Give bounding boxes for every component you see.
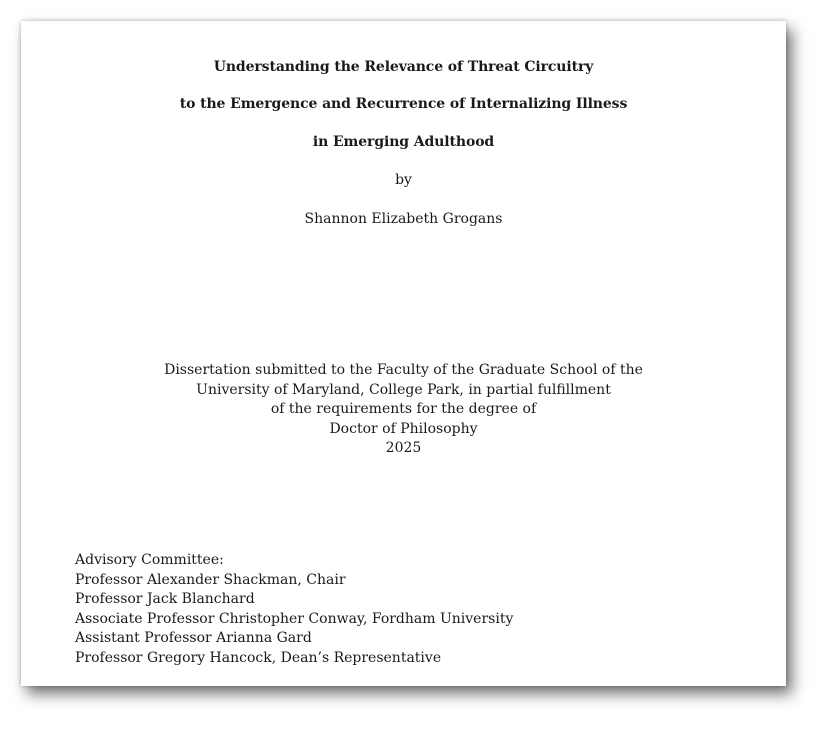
document-page: [21, 21, 786, 686]
committee-member: Professor Gregory Hancock, Dean’s Representative: [75, 649, 442, 666]
submission-line-1: Dissertation submitted to the Faculty of the Graduate School of the: [164, 362, 643, 378]
degree-name: Doctor of Philosophy: [329, 420, 478, 437]
committee-heading: Advisory Committee:: [75, 552, 224, 568]
author-name: Shannon Elizabeth Grogans: [304, 211, 503, 227]
committee-member: Professor Jack Blanchard: [75, 591, 255, 607]
title-line-1: Understanding the Relevance of Threat Circuitry: [213, 59, 594, 75]
submission-statement: [21, 361, 786, 459]
committee-member: Assistant Professor Arianna Gard: [75, 630, 312, 646]
committee-member: Associate Professor Christopher Conway, Fordham University: [75, 610, 514, 627]
year: 2025: [385, 440, 422, 456]
title-line-3: in Emerging Adulthood: [312, 134, 495, 150]
submission-line-3: of the requirements for the degree of: [270, 401, 537, 417]
by-label: by: [395, 172, 412, 188]
title-line-2: to the Emergence and Recurrence of Internalizing Illness: [179, 96, 628, 112]
advisory-committee: [75, 551, 513, 668]
committee-member: Professor Alexander Shackman, Chair: [75, 571, 346, 588]
submission-line-2: University of Maryland, College Park, in partial fulfillment: [196, 381, 611, 398]
